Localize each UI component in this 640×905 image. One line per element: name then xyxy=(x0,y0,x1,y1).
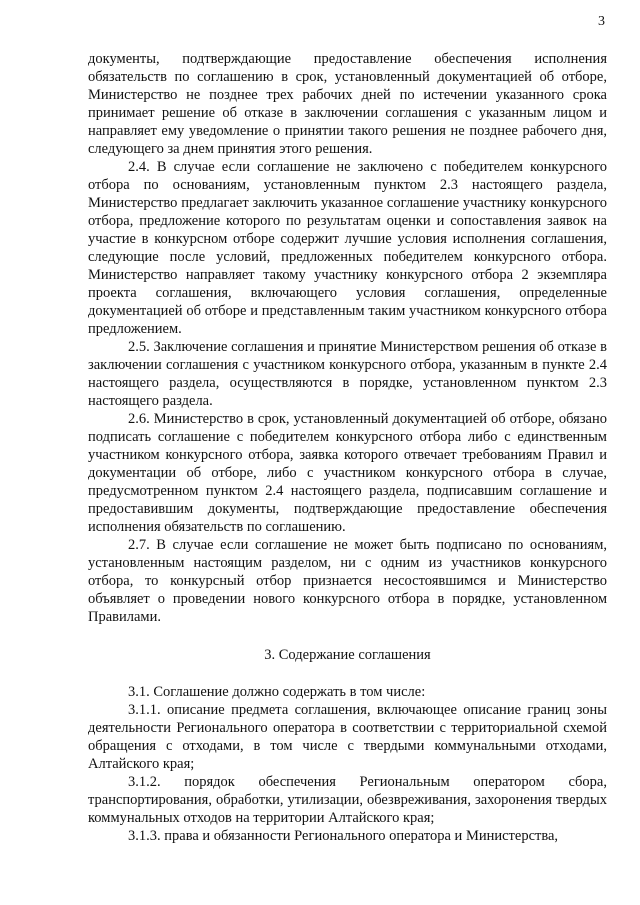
paragraph-2-5: 2.5. Заключение соглашения и принятие Министерством решения об отказе в заключении соглашения с участником конкурсного отбора, указанным в пункте 2.4 настоящего раздела, осуществляются в порядке, установленном пунктом 2.3 настоящего раздела. xyxy=(88,339,607,409)
paragraph-2-6: 2.6. Министерство в срок, установленный документацией об отборе, обязано подписать соглашение с победителем конкурсного отбора либо с единственным участником конкурсного отбора, заявка которого отвечает требованиям Правил и документации об отборе, либо с участником конкурсного отбора в случае, предусмотренном пунктом 2.4 настоящего раздела, подписавшим соглашение и предоставившим документы, подтверждающие предоставление обеспечения исполнения обязательств по соглашению. xyxy=(88,411,607,535)
paragraph-3-1-1: 3.1.1. описание предмета соглашения, включающее описание границ зоны деятельности Регионального оператора в соответствии с территориальной схемой обращения с отходами, в том числе с твердыми коммунальными отходами, Алтайского края; xyxy=(88,702,607,772)
paragraph-2-7: 2.7. В случае если соглашение не может быть подписано по основаниям, установленным настоящим разделом, ни с одним из участников конкурсного отбора, то конкурсный отбор признается несостоявшимся и Министерство объявляет о проведении нового конкурсного отбора в порядке, установленном Правилами. xyxy=(88,537,607,625)
paragraph-2-4: 2.4. В случае если соглашение не заключено с победителем конкурсного отбора по основаниям, установленным пунктом 2.3 настоящего раздела, Министерство предлагает заключить указанное соглашение участнику конкурсного отбора, предложение которого по результатам оценки и сопоставления заявок на участие в конкурсном отборе содержит лучшие условия исполнения соглашения, следующие после условий, предложенных победителем конкурсного отбора. Министерство направляет такому участнику конкурсного отбора 2 экземпляра проекта соглашения, включающего условия соглашения, определенные документацией об отборе и представленным таким участником конкурсного отбора предложением. xyxy=(88,159,607,337)
paragraph-3-1-2: 3.1.2. порядок обеспечения Региональным оператором сбора, транспортирования, обработки, утилизации, обезвреживания, захоронения твердых коммунальных отходов на территории Алтайского края; xyxy=(88,774,607,826)
document-body xyxy=(88,50,607,845)
paragraph-3-1: 3.1. Соглашение должно содержать в том числе: xyxy=(128,684,426,700)
section-heading: 3. Содержание соглашения xyxy=(264,647,431,663)
paragraph-3-1-3: 3.1.3. права и обязанности Регионального оператора и Министерства, xyxy=(128,828,559,844)
paragraph-continuation: документы, подтверждающие предоставление обеспечения исполнения обязательств по соглашению в срок, установленный документацией об отборе, Министерство не позднее трех рабочих дней по истечении указанного срока принимает решение об отказе в заключении соглашения с указанным лицом и направляет ему уведомление о принятии такого решения не позднее рабочего дня, следующего за днем принятия этого решения. xyxy=(88,51,607,157)
page-number: 3 xyxy=(598,14,605,29)
